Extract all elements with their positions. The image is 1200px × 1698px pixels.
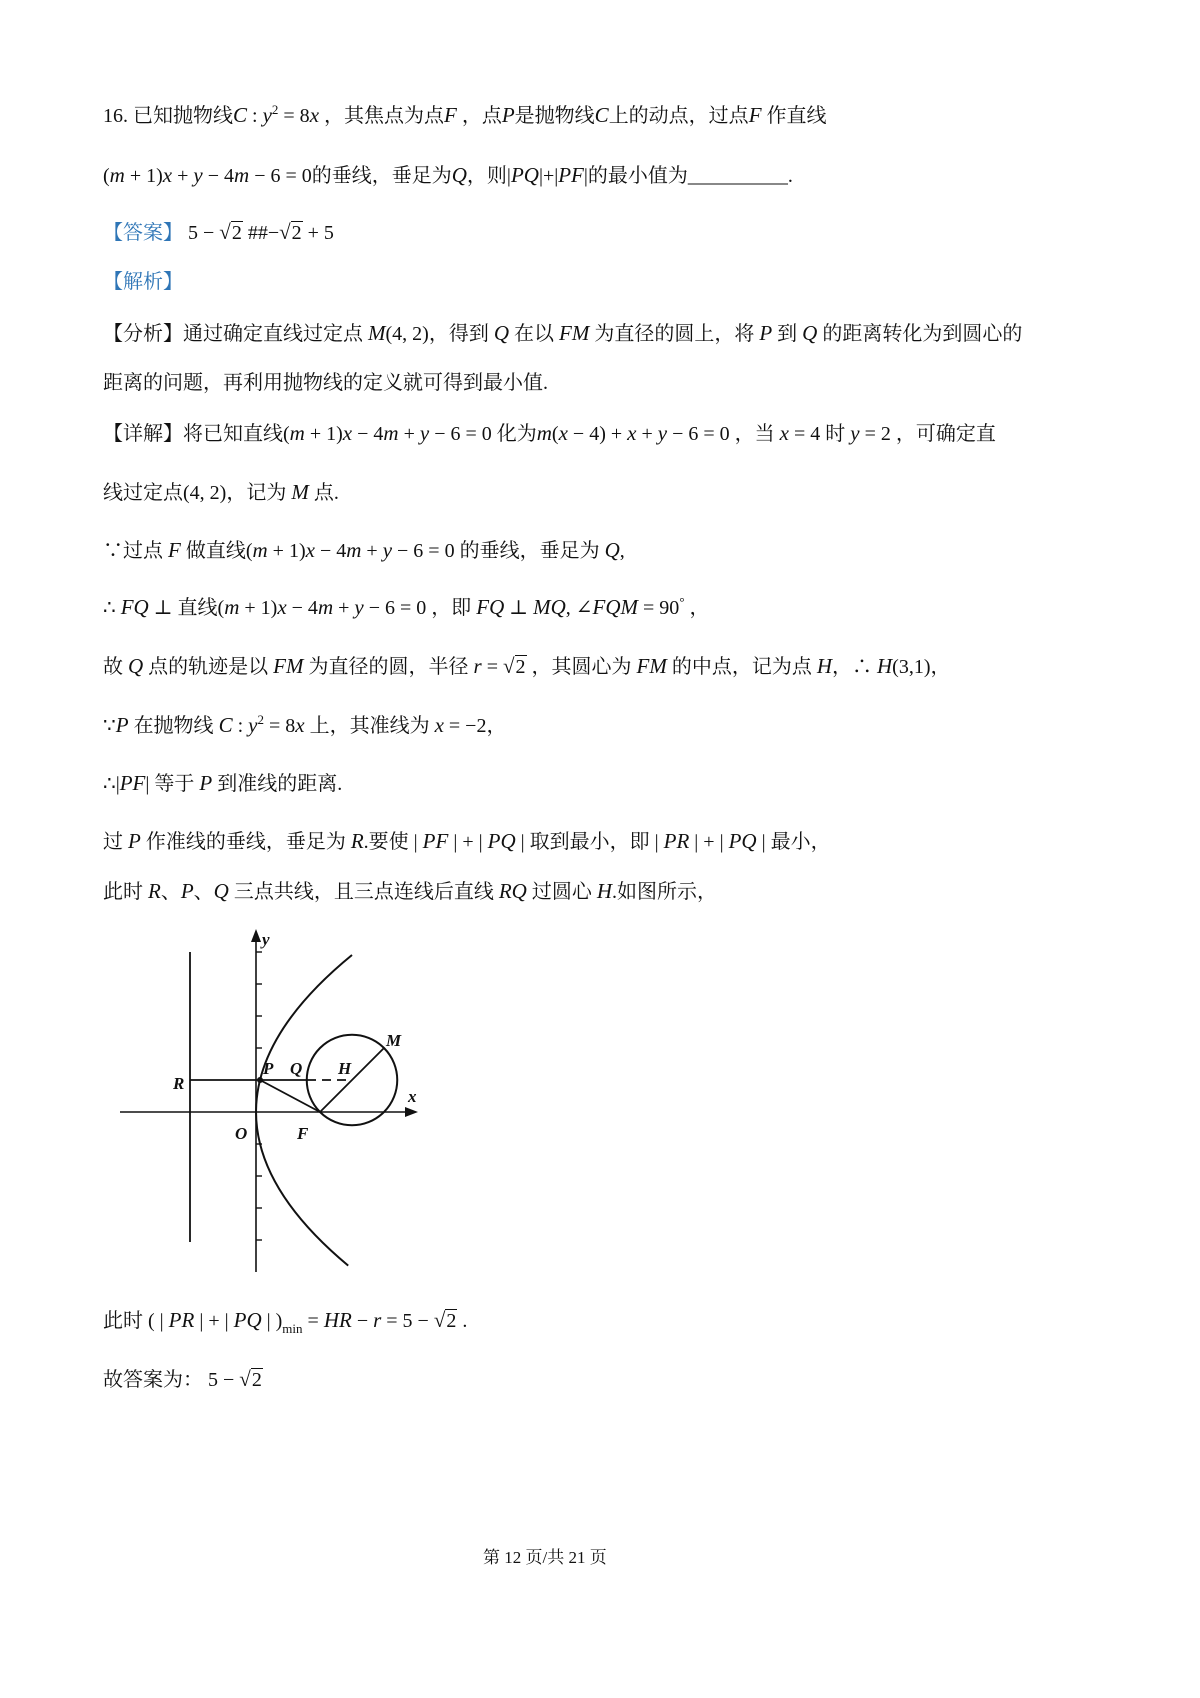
- text-run: 【详解】将已知直线(: [103, 423, 290, 445]
- math-variable: Q: [213, 879, 229, 903]
- math-variable: F: [444, 103, 457, 127]
- text-run: 在以: [509, 323, 559, 345]
- analysis-line-2: [103, 368, 548, 398]
- math-variable: FQM: [592, 595, 639, 619]
- math-variable: y: [419, 421, 430, 445]
- text-run: − 4: [352, 423, 384, 445]
- math-variable: HR: [323, 1308, 352, 1332]
- detail-line-8: [103, 826, 831, 856]
- math-variable: y: [248, 713, 258, 737]
- superscript: 2: [271, 102, 279, 117]
- math-variable: PR: [168, 1308, 195, 1332]
- math-variable: FM: [636, 654, 667, 678]
- detail-line-3: [103, 535, 625, 565]
- text-run: 点.: [308, 482, 339, 504]
- math-variable: x: [779, 421, 789, 445]
- math-variable: m: [317, 595, 334, 619]
- text-run: 为直径的圆，半径: [303, 656, 474, 678]
- section-label: 【解析】: [103, 271, 183, 293]
- math-variable: Q: [451, 163, 467, 187]
- label-point-q: Q: [290, 1059, 303, 1078]
- text-run: +: [361, 540, 383, 562]
- x-axis-arrow: [405, 1107, 418, 1117]
- segment-pf: [260, 1080, 320, 1112]
- math-variable: m: [224, 595, 240, 619]
- label-point-m: M: [386, 1031, 402, 1050]
- math-variable: m: [536, 421, 552, 445]
- math-variable: m: [234, 163, 250, 187]
- math-variable: F: [168, 538, 181, 562]
- text-run: 到: [772, 323, 803, 345]
- math-variable: r: [473, 654, 482, 678]
- math-variable: FQ: [120, 595, 149, 619]
- explanation-heading: [103, 267, 183, 297]
- text-run: | + |: [448, 831, 488, 853]
- text-run: 此时: [103, 881, 148, 903]
- math-variable: m: [109, 163, 125, 187]
- math-variable: MQ: [533, 595, 566, 619]
- math-variable: C: [594, 103, 609, 127]
- text-run: ⊥: [504, 597, 534, 619]
- text-run: .: [457, 1310, 468, 1332]
- math-variable: Q: [493, 321, 509, 345]
- math-variable: PQ: [233, 1308, 262, 1332]
- conclusion-line: [103, 1305, 467, 1335]
- analysis-line-1: [103, 318, 1022, 348]
- text-run: 三点共线，且三点连线后直线: [228, 881, 499, 903]
- text-run: − 6 = 0 ，当: [667, 423, 780, 445]
- text-run: 为直径的圆上，将: [589, 323, 760, 345]
- text-run: 上，其准线为: [304, 715, 435, 737]
- math-variable: x: [277, 595, 287, 619]
- text-run: +: [333, 597, 355, 619]
- answer-line: [103, 218, 334, 248]
- radicand: 2: [251, 1369, 262, 1391]
- superscript: 2: [257, 712, 264, 727]
- text-run: , ∠: [565, 597, 593, 619]
- text-run: − 4) +: [567, 423, 628, 445]
- text-run: 、: [160, 881, 181, 903]
- math-variable: x: [305, 538, 315, 562]
- sqrt-expression: [239, 1366, 263, 1393]
- text-run: 是抛物线: [514, 105, 595, 127]
- radicand: 2: [231, 222, 242, 244]
- math-variable: x: [295, 713, 305, 737]
- text-run: ，: [684, 597, 710, 619]
- text-run: 作直线: [761, 105, 827, 127]
- math-variable: r: [373, 1308, 382, 1332]
- math-variable: H: [816, 654, 832, 678]
- text-run: |的最小值为__________.: [583, 165, 793, 187]
- math-variable: x: [162, 163, 173, 187]
- text-run: = −2，: [443, 715, 507, 737]
- text-run: 上的动点，过点: [608, 105, 749, 127]
- text-run: .如图所示，: [612, 881, 717, 903]
- text-run: 点的轨迹是以: [143, 656, 274, 678]
- text-run: +: [398, 423, 420, 445]
- text-run: ##−: [242, 222, 280, 244]
- text-run: ，其焦点为点: [319, 105, 445, 127]
- text-run: − 6 = 0的垂线，垂足为: [249, 165, 452, 187]
- text-run: | 取到最小，即 |: [515, 831, 664, 853]
- label-focus: F: [297, 1124, 309, 1143]
- math-variable: P: [180, 879, 194, 903]
- math-variable: x: [627, 421, 637, 445]
- text-run: − 4: [286, 597, 318, 619]
- math-variable: PF: [558, 163, 584, 187]
- math-variable: y: [193, 163, 203, 187]
- math-variable: PF: [422, 829, 449, 853]
- radicand: 2: [515, 656, 526, 678]
- section-label: 【答案】: [103, 222, 183, 244]
- detail-line-6: [103, 710, 506, 740]
- text-run: = 2 ，可确定直: [859, 423, 996, 445]
- math-variable: m: [346, 538, 362, 562]
- math-variable: y: [657, 421, 668, 445]
- math-variable: FM: [559, 321, 590, 345]
- math-variable: H: [877, 654, 893, 678]
- problem-line-1: [103, 100, 827, 130]
- text-run: + 1): [239, 597, 278, 619]
- text-run: = 90: [638, 597, 680, 619]
- text-run: 线过定点(4, 2)，记为: [103, 482, 292, 504]
- math-variable: M: [368, 321, 386, 345]
- text-run: 过: [103, 831, 128, 853]
- radicand: 2: [291, 222, 302, 244]
- label-origin: O: [235, 1124, 248, 1143]
- text-run: ，∴: [832, 656, 877, 678]
- text-run: ∴: [103, 597, 121, 619]
- text-run: (: [103, 165, 110, 187]
- text-run: + 1): [267, 540, 306, 562]
- sqrt-expression: [279, 219, 303, 246]
- text-run: 过圆心: [526, 881, 597, 903]
- math-variable: x: [434, 713, 444, 737]
- text-run: 作准线的垂线，垂足为: [140, 831, 351, 853]
- text-run: 到准线的距离.: [212, 773, 343, 795]
- text-run: (: [551, 423, 559, 445]
- sqrt-expression: [219, 219, 243, 246]
- text-run: + 5: [302, 222, 334, 244]
- text-run: = 8: [278, 105, 310, 127]
- detail-line-2: [103, 477, 339, 507]
- text-run: .要使 |: [363, 831, 423, 853]
- text-run: :: [247, 105, 263, 127]
- text-run: +: [636, 423, 658, 445]
- math-variable: FM: [273, 654, 304, 678]
- text-run: | + |: [194, 1310, 234, 1332]
- math-variable: m: [289, 421, 305, 445]
- parabola-curve: [256, 955, 352, 1266]
- math-variable: R: [350, 829, 364, 853]
- text-run: 【分析】通过确定直线过定点: [103, 323, 368, 345]
- math-variable: P: [199, 771, 213, 795]
- detail-line-5: [103, 651, 951, 681]
- text-run: − 6 = 0 的垂线，垂足为: [392, 540, 605, 562]
- text-run: | 等于: [145, 773, 200, 795]
- math-variable: C: [218, 713, 233, 737]
- text-run: ,: [619, 540, 625, 562]
- text-run: 在抛物线: [128, 715, 219, 737]
- subscript: min: [282, 1321, 303, 1336]
- text-run: 此时 ( |: [103, 1310, 169, 1332]
- math-variable: PQ: [728, 829, 757, 853]
- label-y-axis: y: [262, 930, 270, 949]
- detail-line-4: [103, 592, 710, 622]
- text-run: 的距离转化为到圆心的: [817, 323, 1023, 345]
- math-variable: C: [233, 103, 248, 127]
- text-run: 距离的问题，再利用抛物线的定义就可得到最小值.: [103, 372, 548, 394]
- math-variable: y: [382, 538, 393, 562]
- math-variable: y: [262, 103, 272, 127]
- math-variable: PQ: [487, 829, 516, 853]
- math-variable: PF: [119, 771, 146, 795]
- text-run: 16. 已知抛物线: [103, 105, 233, 127]
- math-variable: P: [128, 829, 141, 853]
- problem-line-2: [103, 160, 793, 190]
- sqrt-expression: [503, 653, 527, 680]
- label-point-p: P: [263, 1059, 274, 1078]
- text-run: 故答案为： 5 −: [103, 1369, 240, 1391]
- text-run: ，点: [456, 105, 502, 127]
- math-variable: P: [759, 321, 773, 345]
- text-run: (3,1)，: [892, 656, 951, 678]
- math-variable: P: [115, 713, 129, 737]
- text-run: + 1): [124, 165, 163, 187]
- text-run: − 4: [202, 165, 235, 187]
- math-variable: PQ: [510, 163, 539, 187]
- page-footer: 第 12 页/共 21 页: [483, 1548, 607, 1567]
- math-variable: Q: [604, 538, 620, 562]
- text-run: − 4: [314, 540, 347, 562]
- math-variable: Q: [802, 321, 818, 345]
- text-run: 5 −: [183, 222, 220, 244]
- text-run: − 6 = 0 化为: [429, 423, 537, 445]
- math-variable: M: [291, 480, 309, 504]
- text-run: +: [172, 165, 194, 187]
- text-run: ，其圆心为: [526, 656, 637, 678]
- detail-line-9: [103, 876, 717, 906]
- detail-line-1: [103, 418, 996, 448]
- text-run: =: [302, 1310, 324, 1332]
- label-point-h: H: [338, 1059, 352, 1078]
- math-variable: x: [558, 421, 568, 445]
- math-variable: FQ: [476, 595, 505, 619]
- y-axis-arrow: [251, 929, 261, 942]
- text-run: | + |: [689, 831, 729, 853]
- superscript: °: [679, 594, 685, 609]
- text-run: ∴|: [103, 773, 120, 795]
- text-run: 、: [193, 881, 214, 903]
- text-run: | ): [261, 1310, 283, 1332]
- math-variable: Q: [128, 654, 144, 678]
- math-variable: PR: [663, 829, 690, 853]
- math-variable: H: [596, 879, 612, 903]
- text-run: − 6 = 0 ，即: [363, 597, 477, 619]
- text-run: |+|: [538, 165, 559, 187]
- math-variable: m: [252, 538, 268, 562]
- math-variable: P: [501, 103, 515, 127]
- math-variable: m: [383, 421, 399, 445]
- radicand: 2: [446, 1310, 457, 1332]
- math-variable: RQ: [498, 879, 527, 903]
- math-variable: x: [309, 103, 320, 127]
- parabola-circle-figure: [100, 915, 450, 1285]
- text-run: = 5 −: [381, 1310, 434, 1332]
- text-run: :: [232, 715, 249, 737]
- text-run: ∵过点: [103, 540, 168, 562]
- math-variable: R: [148, 879, 161, 903]
- text-run: ，则|: [466, 165, 511, 187]
- text-run: ⊥ 直线(: [148, 597, 225, 619]
- label-point-r: R: [173, 1074, 185, 1093]
- sqrt-expression: [434, 1307, 458, 1334]
- text-run: 的中点，记为点: [666, 656, 817, 678]
- text-run: | 最小，: [756, 831, 831, 853]
- text-run: −: [351, 1310, 374, 1332]
- text-run: + 1): [304, 423, 343, 445]
- text-run: ∵: [103, 715, 116, 737]
- math-variable: y: [850, 421, 860, 445]
- math-variable: F: [748, 103, 762, 127]
- text-run: 做直线(: [180, 540, 253, 562]
- math-variable: y: [354, 595, 364, 619]
- text-run: 故: [103, 656, 128, 678]
- text-run: = 4 时: [788, 423, 851, 445]
- detail-line-7: [103, 768, 342, 798]
- math-variable: x: [342, 421, 353, 445]
- text-run: (4, 2)，得到: [385, 323, 494, 345]
- label-x-axis: x: [408, 1087, 417, 1106]
- text-run: =: [481, 656, 503, 678]
- final-answer-line: [103, 1365, 263, 1395]
- text-run: = 8: [263, 715, 296, 737]
